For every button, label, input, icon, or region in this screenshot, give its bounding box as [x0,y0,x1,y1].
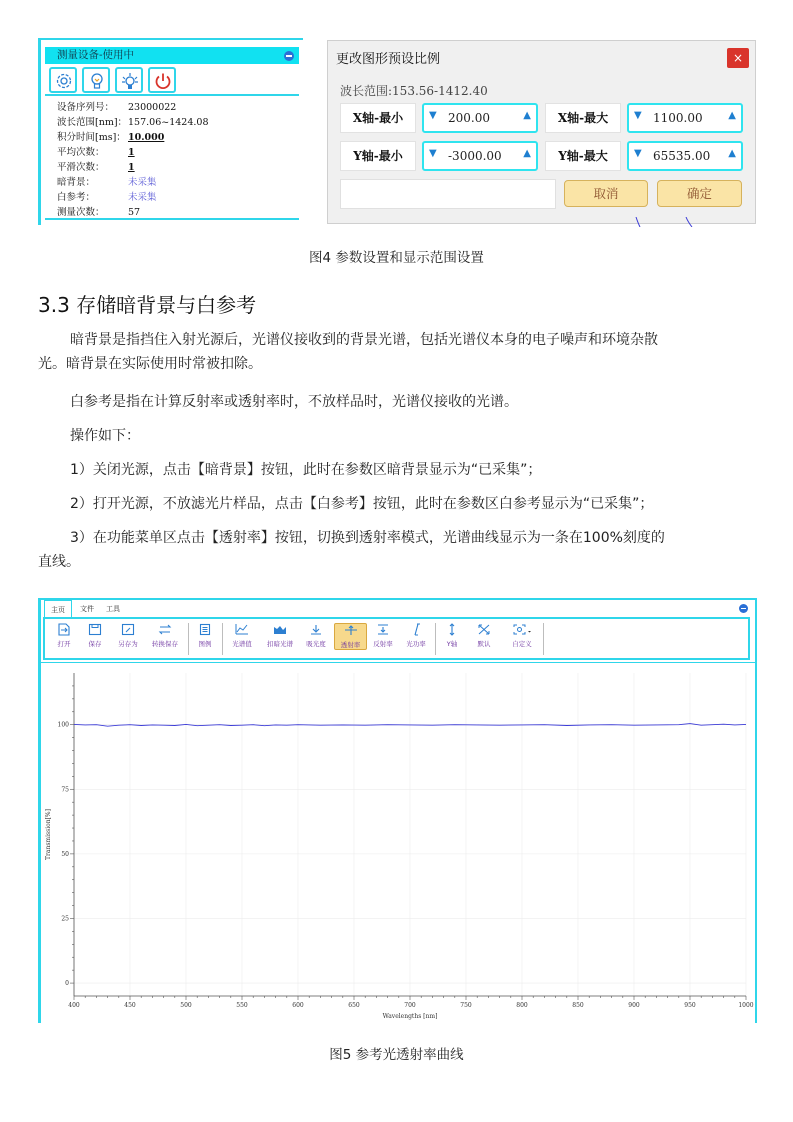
param-row-count [57,204,140,218]
panel-separator [45,94,299,96]
x-tick-label: 400 [68,1002,80,1009]
custom-icon [512,623,532,636]
ribbon-label: 自定义 [512,640,532,648]
step-3-line1: 3）在功能菜单区点击【透射率】按钮，切换到透射率模式，光谱曲线显示为一条在100%刻度的 [70,530,665,546]
param-row-integration[interactable] [57,129,164,143]
step-2: 2）打开光源，不放滤光片样品，点击【白参考】按钮，此时在参数区白参考显示为“已采集”； [70,496,654,512]
power-button[interactable] [148,67,176,93]
bulb-button[interactable] [82,67,110,93]
x-tick-label: 950 [684,1002,696,1009]
spin-up-icon[interactable]: ▲ [728,148,736,159]
save-icon [88,623,102,636]
dialog-title: 更改图形预设比例 [336,52,441,67]
save-as-button[interactable] [113,623,143,648]
ribbon-label: 透射率 [340,641,361,649]
spin-down-icon[interactable]: ▼ [634,148,642,159]
param-row-average[interactable] [57,144,135,158]
figure4-caption: 图4 参数设置和显示范围设置 [309,250,484,266]
dark-subtract-button[interactable] [263,623,297,648]
spectrum-icon [235,623,249,636]
convert-save-button[interactable] [147,623,183,648]
y-axis-button[interactable] [442,623,462,648]
y-tick-label: 100 [57,721,69,729]
param-label: 暗背景： [57,177,96,188]
panel-top-border [41,38,303,40]
close-button[interactable]: × [727,48,749,68]
default-icon [477,623,491,636]
paragraph-dark-line2: 光。暗背景在实际使用时常被扣除。 [38,356,262,372]
device-panel [38,38,303,225]
reflectance-icon [376,623,390,636]
param-value[interactable]: 1 [128,162,135,173]
param-label: 测量次数： [57,207,105,218]
param-value: 57 [128,207,141,218]
open-icon [57,623,71,636]
power-icon [409,623,423,636]
x-tick-label: 550 [236,1002,248,1009]
paragraph-dark-line1: 暗背景是指挡住入射光源后，光谱仪接收到的背景光谱，包括光谱仪本身的电子噪声和环境杂散 [70,332,658,348]
ribbon-label: 图例 [198,640,212,648]
paragraph-steps-intro: 操作如下： [70,428,140,444]
paragraph-white: 白参考是指在计算反射率或透射率时，不放样品时，光谱仪接收的光谱。 [70,394,518,410]
wavelength-range-text: 波长范围:153.56-1412.40 [340,84,488,98]
reflectance-button[interactable] [369,623,397,648]
ribbon-label: 另存为 [118,640,138,648]
x-min-label: X轴-最小 [340,103,416,133]
param-value[interactable]: 10.000 [128,132,165,143]
lamp-button[interactable] [115,67,143,93]
x-tick-label: 700 [404,1002,416,1009]
step-3-line2: 直线。 [38,554,80,570]
x-tick-label: 750 [460,1002,472,1009]
device-panel-title-text: 测量设备-使用中 [57,49,135,61]
x-max-value[interactable]: 1100.00 [653,111,703,125]
ribbon-label: 保存 [88,640,102,648]
tab-home[interactable]: 主页 [44,600,72,619]
spin-down-icon[interactable]: ▼ [634,110,642,121]
step-1: 1）关闭光源，点击【暗背景】按钮，此时在参数区暗背景显示为“已采集”； [70,462,542,478]
param-label: 波长范围[nm]： [57,117,128,128]
ribbon-separator [222,623,223,655]
param-value: 未采集 [128,192,157,203]
optical-power-button[interactable] [402,623,430,648]
x-min-spinbox[interactable] [422,103,538,133]
ribbon-label: 打开 [57,640,71,648]
save-button[interactable] [83,623,107,648]
panel-bottom-border [45,218,299,220]
tab-file[interactable]: 文件 [80,605,94,613]
dialog-blank-field [340,179,556,209]
absorbance-icon [309,623,323,636]
ribbon-label: 转换保存 [152,640,178,648]
y-max-label: Y轴-最大 [545,141,621,171]
param-label: 白参考： [57,192,96,203]
ribbon-separator [435,623,436,655]
x-tick-label: 600 [292,1002,304,1009]
spectrum-value-button[interactable] [228,623,256,648]
custom-button[interactable] [505,623,539,648]
ribbon-label: 吸光度 [306,640,326,648]
x-tick-label: 450 [124,1002,136,1009]
spin-up-icon[interactable]: ▲ [523,110,531,121]
convert-icon [158,623,172,636]
ribbon-label: 扣暗光谱 [267,640,293,648]
spin-down-icon[interactable]: ▼ [429,110,437,121]
section-heading: 3.3 存储暗背景与白参考 [38,293,257,317]
x-tick-label: 900 [628,1002,640,1009]
collapse-icon[interactable] [739,604,748,613]
collapse-icon[interactable] [284,51,294,61]
param-row-serial [57,99,176,113]
ok-button[interactable]: 确定 [657,180,742,207]
settings-button[interactable] [49,67,77,93]
param-label: 积分时间[ms]： [57,132,126,143]
transmittance-icon [344,624,358,637]
figure5-caption: 图5 参考光透射率曲线 [329,1047,464,1063]
spin-down-icon[interactable]: ▼ [429,148,437,159]
cancel-button[interactable]: 取消 [564,180,648,207]
y-min-label: Y轴-最小 [340,141,416,171]
x-min-value[interactable]: 200.00 [448,111,490,125]
x-tick-label: 1000 [738,1002,754,1009]
y-axis-label: Transmission[%] [45,809,52,860]
app-top-border [41,598,755,600]
x-max-label: X轴-最大 [545,103,621,133]
ribbon-toolbar [43,617,750,660]
gear-icon [55,72,73,90]
param-value: 157.06~1424.08 [128,117,209,128]
legend-button[interactable] [193,623,217,648]
x-tick-label: 800 [516,1002,528,1009]
y-tick-label: 75 [61,786,69,794]
background-curve-fragment [622,217,702,227]
absorbance-button[interactable] [302,623,330,648]
ribbon-separator [188,623,189,655]
y-max-spinbox[interactable] [627,141,743,171]
power-icon [154,72,172,90]
param-label: 设备序列号： [57,102,115,113]
spin-up-icon[interactable]: ▲ [728,110,736,121]
y-min-spinbox[interactable] [422,141,538,171]
y-tick-label: 25 [61,915,69,923]
y-max-value[interactable]: 65535.00 [653,149,711,163]
bulb-icon [88,72,106,90]
y-min-value[interactable]: -3000.00 [448,149,502,163]
default-button[interactable] [472,623,496,648]
ribbon-label: 默认 [477,640,491,648]
y-tick-label: 0 [65,980,69,988]
y-tick-label: 50 [61,850,69,858]
legend-icon [198,623,212,636]
y-axis-icon [445,623,459,636]
param-value[interactable]: 1 [128,147,135,158]
tab-tools[interactable]: 工具 [106,605,120,613]
param-row-smoothing[interactable] [57,159,135,173]
param-row-wavelength [57,114,209,128]
x-max-spinbox[interactable] [627,103,743,133]
ribbon-label: 光谱值 [232,640,252,648]
spectrometer-app [38,598,757,1023]
ribbon-separator [543,623,544,655]
transmission-chart[interactable] [41,668,755,1023]
param-label: 平滑次数： [57,162,105,173]
ribbon-label: Y轴 [446,640,458,648]
x-tick-label: 500 [180,1002,192,1009]
param-value: 未采集 [128,177,157,188]
transmittance-button[interactable] [334,623,367,650]
param-row-white [57,189,157,203]
ribbon-label: 反射率 [373,640,393,648]
x-tick-label: 650 [348,1002,360,1009]
device-panel-title [45,47,299,64]
param-value: 23000022 [128,102,177,113]
param-row-dark [57,174,157,188]
dark-subtract-icon [273,623,287,636]
x-axis-label: Wavelengths [nm] [382,1013,438,1020]
save-as-icon [121,623,135,636]
ribbon-label: 光功率 [406,640,426,648]
ribbon-bottom-border [41,662,755,663]
lamp-icon [121,72,139,90]
open-button[interactable] [52,623,76,648]
param-label: 平均次数： [57,147,105,158]
spin-up-icon[interactable]: ▲ [523,148,531,159]
scale-dialog [327,40,756,224]
x-tick-label: 850 [572,1002,584,1009]
